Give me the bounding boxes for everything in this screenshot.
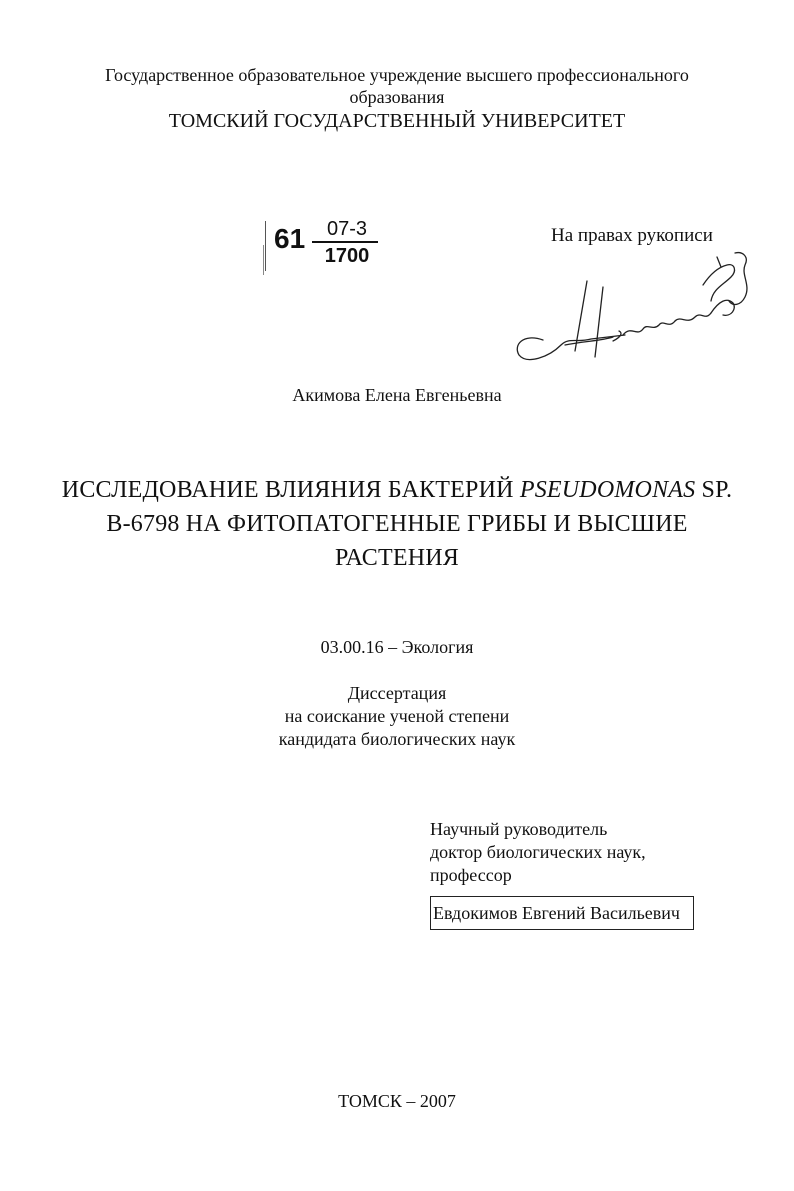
supervisor-degree: доктор биологических наук, <box>430 842 646 862</box>
archive-code-stamp <box>262 215 392 275</box>
institution-name: Государственное образовательное учреждение высшего профессионального образования <box>105 65 689 107</box>
title-part-2: SP. В-6798 НА ФИТОПАТОГЕННЫЕ ГРИБЫ И ВЫСШИЕ РАСТЕНИЯ <box>106 477 733 571</box>
supervisor-role: Научный руководитель <box>430 819 608 839</box>
manuscript-rights-note: На правах рукописи <box>551 225 713 246</box>
dissertation-title <box>60 473 734 575</box>
archive-code-numerator: 07-3 <box>326 218 368 240</box>
stamp-bar <box>263 245 264 275</box>
archive-code-prefix: 61 <box>274 223 306 254</box>
archive-code-fraction-line <box>312 241 378 243</box>
supervisor-block <box>430 818 646 887</box>
degree-purpose: на соискание ученой степени <box>284 706 510 726</box>
stamp-bar <box>265 221 266 271</box>
supervisor-name-box <box>430 896 694 930</box>
university-name: ТОМСКИЙ ГОСУДАРСТВЕННЫЙ УНИВЕРСИТЕТ <box>168 110 626 132</box>
supervisor-name: Евдокимов Евгений Васильевич <box>433 903 680 923</box>
author-name: Акимова Елена Евгеньевна <box>292 385 502 405</box>
title-part-1: ИССЛЕДОВАНИЕ ВЛИЯНИЯ БАКТЕРИЙ <box>61 477 520 503</box>
city-year: ТОМСК – 2007 <box>338 1091 456 1111</box>
archive-code-denominator: 1700 <box>324 245 370 267</box>
specialty-code: 03.00.16 – Экология <box>320 637 474 657</box>
supervisor-title: профессор <box>430 865 512 885</box>
degree-field: кандидата биологических наук <box>278 729 516 749</box>
title-genus: PSEUDOMONAS <box>519 477 696 503</box>
author-signature <box>505 245 765 370</box>
dissertation-type: Диссертация <box>347 683 447 703</box>
dissertation-info <box>0 682 794 751</box>
